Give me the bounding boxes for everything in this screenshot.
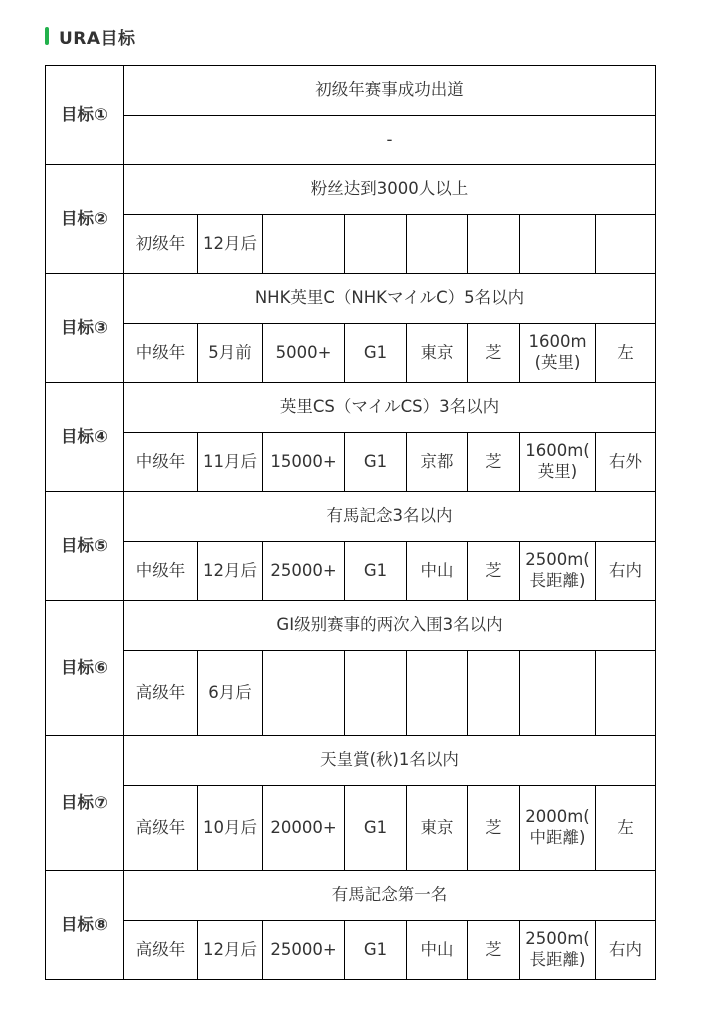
surface-cell: 芝 <box>468 433 520 492</box>
grade-cell: G1 <box>345 921 407 980</box>
goal-title: 粉丝达到3000人以上 <box>124 165 656 215</box>
goal-label: 目标⑦ <box>46 736 124 871</box>
surface-cell: 芝 <box>468 786 520 871</box>
goal-label: 目标③ <box>46 274 124 383</box>
period-cell: 11月后 <box>198 433 263 492</box>
distance-cell: 2500m( 長距離) <box>520 542 596 601</box>
period-cell: 12月后 <box>198 215 263 274</box>
goal-detail-row <box>46 786 656 871</box>
goal-title-row <box>46 736 656 786</box>
fans-cell: 25000+ <box>263 921 345 980</box>
goal-detail-row <box>46 542 656 601</box>
fans-cell: 25000+ <box>263 542 345 601</box>
period-cell: 5月前 <box>198 324 263 383</box>
fans-cell: 15000+ <box>263 433 345 492</box>
distance-cell <box>520 651 596 736</box>
direction-cell: 右内 <box>596 542 656 601</box>
direction-cell <box>596 651 656 736</box>
venue-cell: 東京 <box>407 786 468 871</box>
venue-cell: 東京 <box>407 324 468 383</box>
fans-cell <box>263 215 345 274</box>
goal-title-row <box>46 871 656 921</box>
goal-title-row <box>46 383 656 433</box>
distance-cell: 1600m (英里) <box>520 324 596 383</box>
goal-title: 英里CS（マイルCS）3名以内 <box>124 383 656 433</box>
venue-cell <box>407 215 468 274</box>
distance-cell: 2500m( 長距離) <box>520 921 596 980</box>
venue-cell <box>407 651 468 736</box>
direction-cell: 右内 <box>596 921 656 980</box>
goal-detail-row <box>46 651 656 736</box>
grade-cell: G1 <box>345 786 407 871</box>
goal-title-row <box>46 492 656 542</box>
venue-cell: 中山 <box>407 921 468 980</box>
direction-cell <box>596 215 656 274</box>
grade-cell: G1 <box>345 433 407 492</box>
period-cell: 6月后 <box>198 651 263 736</box>
section-heading <box>45 26 136 49</box>
fans-cell: 5000+ <box>263 324 345 383</box>
distance-cell: 2000m( 中距離) <box>520 786 596 871</box>
surface-cell <box>468 215 520 274</box>
year-cell: 初级年 <box>124 215 198 274</box>
goal-label: 目标⑤ <box>46 492 124 601</box>
direction-cell: 左 <box>596 786 656 871</box>
surface-cell: 芝 <box>468 921 520 980</box>
fans-cell: 20000+ <box>263 786 345 871</box>
goal-title: NHK英里C（NHKマイルC）5名以内 <box>124 274 656 324</box>
grade-cell <box>345 651 407 736</box>
year-cell: 高级年 <box>124 921 198 980</box>
year-cell: 中级年 <box>124 433 198 492</box>
year-cell: 高级年 <box>124 651 198 736</box>
grade-cell <box>345 215 407 274</box>
distance-cell: 1600m( 英里) <box>520 433 596 492</box>
surface-cell: 芝 <box>468 542 520 601</box>
heading-accent-bar <box>45 27 49 45</box>
goal-label: 目标① <box>46 66 124 165</box>
goal-title: 有馬記念3名以内 <box>124 492 656 542</box>
venue-cell: 中山 <box>407 542 468 601</box>
goal-title-row <box>46 66 656 116</box>
grade-cell: G1 <box>345 324 407 383</box>
goal-detail-row <box>46 324 656 383</box>
period-cell: 12月后 <box>198 921 263 980</box>
venue-cell: 京都 <box>407 433 468 492</box>
goal-detail-row <box>46 215 656 274</box>
year-cell: 高级年 <box>124 786 198 871</box>
surface-cell: 芝 <box>468 324 520 383</box>
grade-cell: G1 <box>345 542 407 601</box>
section-title: URA目标 <box>59 28 136 49</box>
goal-detail-row <box>46 116 656 165</box>
goals-table <box>45 65 656 980</box>
year-cell: 中级年 <box>124 542 198 601</box>
goal-title: 初级年赛事成功出道 <box>124 66 656 116</box>
direction-cell: 右外 <box>596 433 656 492</box>
year-cell: 中级年 <box>124 324 198 383</box>
goal-label: 目标④ <box>46 383 124 492</box>
goal-title: GI级别赛事的两次入围3名以内 <box>124 601 656 651</box>
goal-title: 天皇賞(秋)1名以内 <box>124 736 656 786</box>
goal-detail-cell: - <box>124 116 656 165</box>
goal-label: 目标② <box>46 165 124 274</box>
goal-detail-row <box>46 921 656 980</box>
goal-title-row <box>46 165 656 215</box>
goal-detail-row <box>46 433 656 492</box>
surface-cell <box>468 651 520 736</box>
goal-title-row <box>46 274 656 324</box>
goal-label: 目标⑧ <box>46 871 124 980</box>
goal-label: 目标⑥ <box>46 601 124 736</box>
fans-cell <box>263 651 345 736</box>
goal-title: 有馬記念第一名 <box>124 871 656 921</box>
direction-cell: 左 <box>596 324 656 383</box>
period-cell: 10月后 <box>198 786 263 871</box>
goal-title-row <box>46 601 656 651</box>
period-cell: 12月后 <box>198 542 263 601</box>
distance-cell <box>520 215 596 274</box>
